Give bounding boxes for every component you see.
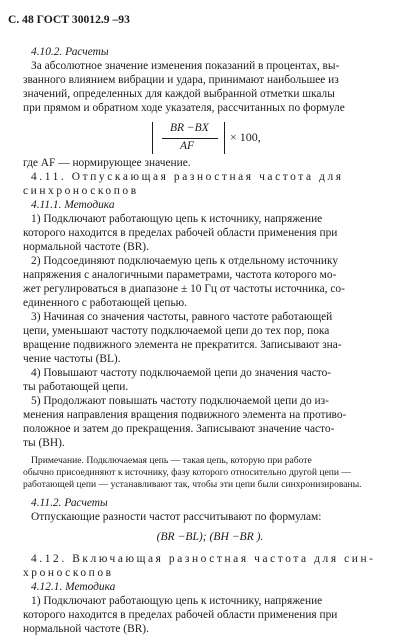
paragraph-line: чение частоты (BL). (23, 353, 121, 365)
section-heading: 4.12. Включающая разностная частота для син- (31, 553, 376, 565)
paragraph-line: нормальной частоте (BR). (23, 623, 149, 635)
paragraph-line: вращение подвижного элемента не прекратится. Записывают зна- (23, 339, 342, 351)
paragraph-line: при прямом и обратном ходе указателя, рассчитанных по формуле (23, 102, 345, 114)
paragraph-line: званного влиянием вибрации и удара, принимают наибольшее из (23, 74, 339, 86)
paragraph-line: цепи, уменьшают частоту подключаемой цепи до тех пор, пока (23, 325, 330, 337)
formula-line: (BR −BL); (BH −BR ). (156, 530, 264, 543)
note-line: работающей цепи — устанавливают так, чтобы эти цепи были синхронизированы. (23, 479, 362, 490)
paragraph-line: жет регулироваться в диапазоне ± 10 Гц от частоты источника, со- (23, 283, 345, 295)
paragraph-line: единенного с работающей цепью. (23, 297, 188, 309)
formula-numerator: BR −BX (170, 122, 209, 134)
section-heading: синхроноскопов (23, 185, 139, 197)
section-heading: хроноскопов (23, 567, 114, 579)
paragraph-line: За абсолютное значение изменения показаний в процентах, вы- (31, 60, 340, 72)
paragraph-line: нормальной частоте (BR). (23, 241, 149, 253)
abs-bar-right (224, 122, 225, 154)
paragraph-line: 1) Подключают работающую цепь к источнику, напряжение (31, 213, 323, 225)
formula-multiplier: × 100, (230, 130, 261, 144)
paragraph-line: где AF — нормирующее значение. (23, 157, 191, 169)
section-heading: 4.11. Отпускающая разностная частота для (31, 171, 344, 183)
abs-bar-left (152, 122, 153, 154)
paragraph-line: 2) Подсоединяют подключаемую цепь к отдельному источнику (31, 255, 339, 267)
paragraph-line: 4) Повышают частоту подключаемой цепи до значения часто- (31, 367, 332, 379)
note-line: Примечание. Подключаемая цепь — такая цепь, которую при работе (31, 455, 312, 466)
paragraph-line: менения направления вращения подвижного элемента на противо- (23, 409, 347, 421)
paragraph-line: 3) Начиная со значения частоты, равного частоте работающей (31, 311, 333, 323)
paragraph-line: значений, определенных для каждой выбранной отметки шкалы (23, 88, 335, 100)
subsection-heading: 4.11.2. Расчеты (31, 497, 108, 509)
section-heading: 4.10.2. Расчеты (31, 46, 109, 58)
note-line: обычно присоединяют к источнику, фазу которого относительно другой цепи — (23, 467, 352, 478)
paragraph-line: Отпускающие разности частот рассчитывают по формулам: (31, 511, 322, 523)
subsection-heading: 4.12.1. Методика (31, 581, 116, 593)
paragraph-line: 5) Продолжают повышать частоту подключаемой цепи до из- (31, 395, 329, 407)
paragraph-line: которого находится в пределах рабочей области применения при (23, 609, 338, 621)
paragraph-line: положное и затем до прекращения. Записывают значение часто- (23, 423, 335, 435)
page-header: С. 48 ГОСТ 30012.9 –93 (8, 13, 130, 26)
paragraph-line: напряжения с аналогичными параметрами, частота которого мо- (23, 269, 337, 281)
formula (148, 120, 288, 158)
paragraph-line: 1) Подключают работающую цепь к источнику, напряжение (31, 595, 323, 607)
fraction-line (162, 138, 218, 139)
paragraph-line: которого находится в пределах рабочей области применения при (23, 227, 338, 239)
subsection-heading: 4.11.1. Методика (31, 199, 115, 211)
paragraph-line: ты (BH). (23, 437, 65, 449)
formula-denominator: AF (180, 140, 195, 152)
paragraph-line: ты работающей цепи. (23, 381, 129, 393)
